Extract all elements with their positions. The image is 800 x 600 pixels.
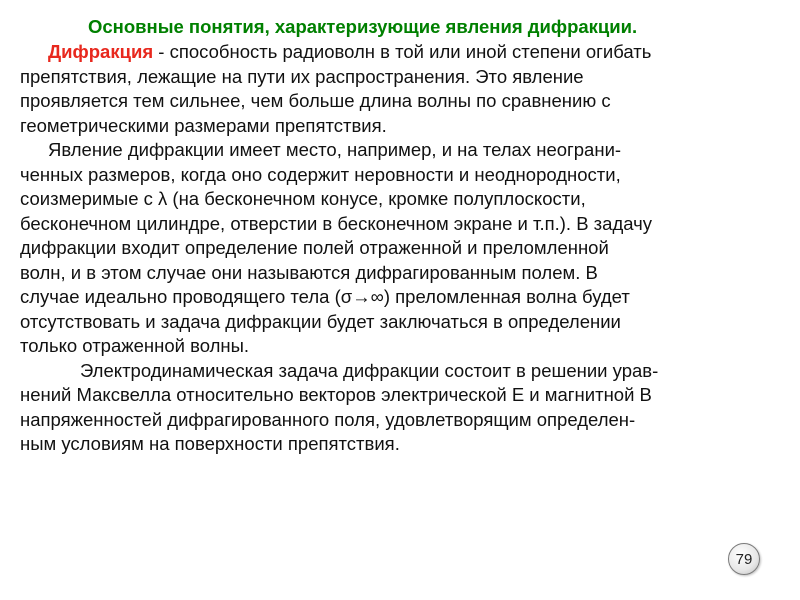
body-line: ным условиям на поверхности препятствия.: [20, 433, 400, 454]
body-line: нений Максвелла относительно векторов электрической E и магнитной B: [20, 384, 652, 405]
page-number: 79: [735, 550, 753, 568]
body-line: бесконечном цилиндре, отверстии в бесконечном экране и т.п.). В задачу: [20, 212, 653, 234]
paragraph-1-line-1: [20, 40, 782, 65]
body-line: волн, и в этом случае они называются дифрагированным полем. В: [20, 261, 598, 283]
slide-body: [20, 40, 782, 457]
body-line: отсутствовать и задача дифракции будет заключаться в определении: [20, 310, 621, 332]
body-line: напряженностей дифрагированного поля, удовлетворящим определен-: [20, 408, 636, 430]
body-line: случае идеально проводящего тела (σ→∞) преломленная волна будет: [20, 286, 630, 307]
body-line: только отраженной волны.: [20, 335, 250, 356]
paragraph-1-text: - способность радиоволн в той или иной степени огибать: [153, 41, 652, 62]
slide-title: Основные понятия, характеризующие явления дифракции.: [88, 16, 638, 37]
body-line: препятствия, лежащие на пути их распространения. Это явление: [20, 65, 584, 87]
body-line: геометрическими размерами препятствия.: [20, 114, 387, 136]
diffraction-term: Дифракция: [48, 41, 154, 62]
body-line: ченных размеров, когда оно содержит неровности и неоднородности,: [20, 163, 621, 185]
paragraph-2-first-line: Явление дифракции имеет место, например, и на телах неограни-: [48, 139, 622, 160]
body-line: проявляется тем сильнее, чем больше длина волны по сравнению с: [20, 90, 611, 111]
paragraph-3-first-line: Электродинамическая задача дифракции состоит в решении урав-: [80, 359, 659, 381]
body-line: соизмеримые с λ (на бесконечном конусе, кромке полуплоскости,: [20, 188, 586, 209]
page-number-badge: [728, 543, 760, 575]
body-line: дифракции входит определение полей отраженной и преломленной: [20, 237, 609, 258]
